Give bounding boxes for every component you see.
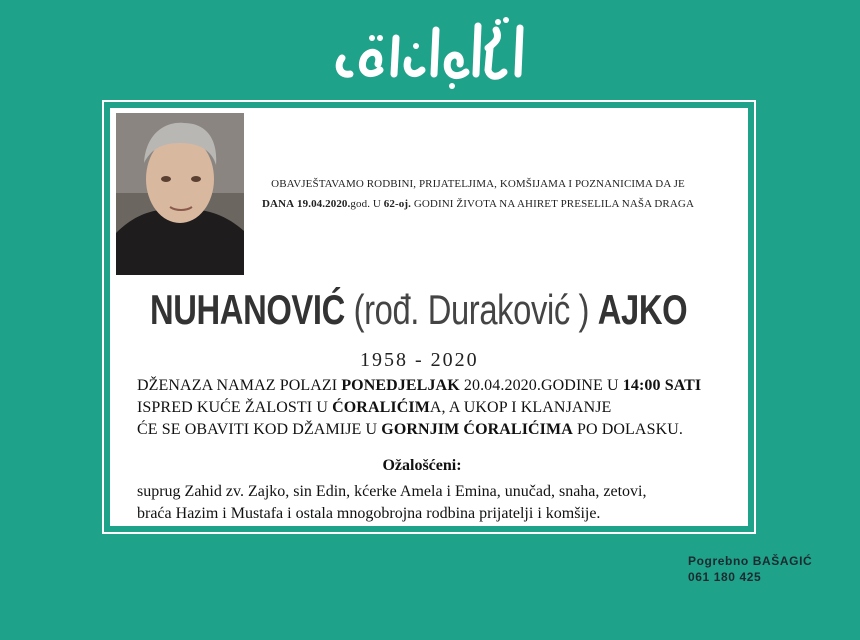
intro-date: 19.04.2020. <box>297 198 351 210</box>
intro-dana: DANA <box>261 198 295 210</box>
intro-line-1: OBAVJEŠTAVAMO RODBINI, PRIJATELJIMA, KOMŠIJAMA I POZNANICIMA DA JE <box>271 178 685 190</box>
life-years: 1958 - 2020 <box>360 349 479 371</box>
intro-suffix: GODINI ŽIVOTA NA AHIRET PRESELILA NAŠA DRAGA <box>413 198 694 210</box>
funeral-line-2 <box>137 397 737 419</box>
mourners-line-1: suprug Zahid zv. Zajko, sin Edin, kćerke Amela i Emina, unučad, snaha, zetovi, <box>137 483 647 500</box>
arabic-calligraphy-header <box>0 8 860 96</box>
funeral-home-info <box>688 553 812 585</box>
portrait-icon <box>116 113 244 275</box>
notice-intro <box>258 174 698 214</box>
funeral-time: 14:00 SATI <box>622 377 702 394</box>
intro-line-2 <box>258 194 698 214</box>
mourners-line-2: braća Hazim i Mustafa i ostala mnogobrojna rodbina prijatelji i komšije. <box>137 505 601 522</box>
maiden-name: (rođ. Duraković ) <box>353 286 590 333</box>
funeral-line-2-b: A, A UKOP I KLANJANJE <box>429 399 612 416</box>
deceased-name <box>150 286 688 334</box>
funeral-details <box>137 375 737 441</box>
mourners-heading <box>0 457 860 475</box>
funeral-day: PONEDJELJAK <box>341 377 460 394</box>
mourners-list <box>137 481 749 525</box>
funeral-line-3-a: ĆE SE OBAVITI KOD DŽAMIJE U <box>137 421 378 438</box>
funeral-house-place: ĆORALIĆIM <box>332 399 430 416</box>
intro-mid: god. U <box>350 198 381 210</box>
funeral-line-1-b: 20.04.2020.GODINE U <box>463 377 619 394</box>
first-name: AJKO <box>597 286 688 333</box>
intro-age: 62-oj. <box>383 198 411 210</box>
funeral-mosque-place: GORNJIM ĆORALIĆIMA <box>381 421 573 438</box>
funeral-line-3 <box>137 419 737 441</box>
calligraphy-logo-icon <box>320 8 540 92</box>
funeral-home-phone: 061 180 425 <box>688 570 762 584</box>
portrait-photo <box>116 113 244 275</box>
mourners-title-text: Ožalošćeni: <box>382 457 462 474</box>
funeral-home-name: Pogrebno BAŠAGIĆ <box>688 554 813 568</box>
funeral-line-3-b: PO DOLASKU. <box>576 421 683 438</box>
surname: NUHANOVIĆ <box>150 286 345 333</box>
funeral-line-2-a: ISPRED KUĆE ŽALOSTI U <box>137 399 328 416</box>
funeral-line-1 <box>137 375 737 397</box>
funeral-line-1-a: DŽENAZA NAMAZ POLAZI <box>137 377 338 394</box>
